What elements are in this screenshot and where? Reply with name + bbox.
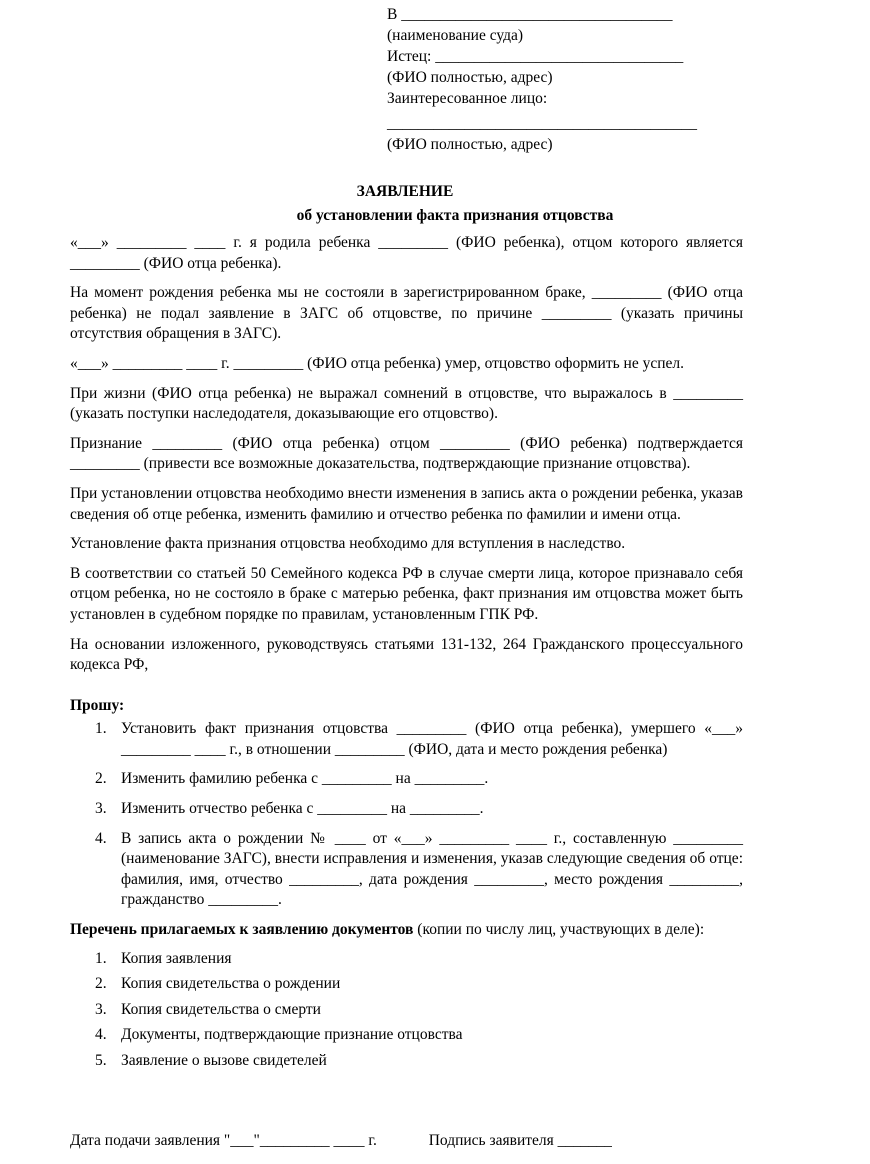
court-line: В ___________________________________ (387, 6, 673, 23)
documents-list (70, 949, 743, 1072)
signature-line (70, 1132, 750, 1150)
document-subtitle: об установлении факта признания отцовства (296, 207, 614, 224)
list-item: 3. Изменить отчество ребенка с _________ на _________. (95, 800, 484, 818)
list-item: 4. В запись акта о рождении № ____ от «___» _________ ____ г., составленную _________ (наименование ЗАГС), внести исправления и изменения, указав следующие сведения об отце: фамилия, имя, отчество _________, дата рождения _________, место рождения _________, гражданство _________. (95, 829, 743, 909)
document-title: ЗАЯВЛЕНИЕ (356, 183, 454, 200)
list-item: 1. Установить факт признания отцовства _________ (ФИО отца ребенка), умершего «___» _________ ____ г., в отношении _________ (ФИО, дата и место рождения ребенка) (95, 720, 743, 758)
interested-party-line: ________________________________________ (387, 115, 697, 132)
paragraph: «___» _________ ____ г. _________ (ФИО отца ребенка) умер, отцовство оформить не успел. (70, 354, 685, 372)
interested-party-label: Заинтересованное лицо: (387, 90, 548, 107)
court-caption: (наименование суда) (387, 27, 524, 44)
paragraph: На основании изложенного, руководствуясь статьями 131-132, 264 Гражданского процессуального кодекса РФ, (70, 635, 743, 674)
list-item: 2. Копия свидетельства о рождении (95, 975, 341, 993)
applicant-signature: Подпись заявителя _______ (428, 1132, 612, 1149)
document-body (70, 233, 743, 1078)
paragraph: На момент рождения ребенка мы не состояли в зарегистрированном браке, _________ (ФИО отца ребенка) не подал заявление в ЗАГС об отцовстве, по причине _________ (указать причины отсутствия обращения в ЗАГС). (70, 284, 743, 343)
plaintiff-line: Истец: ________________________________ (387, 48, 684, 65)
request-list (70, 719, 743, 911)
list-item: 1. Копия заявления (95, 949, 232, 967)
paragraph: Установление факта признания отцовства необходимо для вступления в наследство. (70, 535, 626, 553)
list-item: 3. Копия свидетельства о смерти (95, 1000, 321, 1018)
filing-date: Дата подачи заявления "___"_________ ____ г. (70, 1132, 377, 1149)
list-item: 4. Документы, подтверждающие признание отцовства (95, 1026, 463, 1044)
paragraph: Признание _________ (ФИО отца ребенка) отцом _________ (ФИО ребенка) подтверждается _________ (привести все возможные доказательства, подтверждающие признание отцовства). (70, 434, 743, 473)
list-item: 5. Заявление о вызове свидетелей (95, 1052, 327, 1069)
request-heading: Прошу: (70, 696, 125, 714)
paragraph: При установлении отцовства необходимо внести изменения в запись акта о рождении ребенка, указав сведения об отце ребенка, изменить фамилию и отчество ребенка по фамилии и имени отца. (70, 484, 743, 523)
interested-party-caption: (ФИО полностью, адрес) (387, 136, 553, 153)
list-item: 2. Изменить фамилию ребенка с _________ на _________. (95, 770, 489, 788)
plaintiff-caption: (ФИО полностью, адрес) (387, 69, 553, 86)
paragraph: В соответствии со статьей 50 Семейного кодекса РФ в случае смерти лица, которое признавало себя отцом ребенка, но не состояло в браке с матерью ребенка, факт признания им отцовства может быть установлен в судебном порядке по правилам, установленным ГПК РФ. (70, 564, 743, 623)
documents-heading: Перечень прилагаемых к заявлению документов (копии по числу лиц, участвующих в деле): (70, 921, 705, 939)
paragraph: «___» _________ ____ г. я родила ребенка _________ (ФИО ребенка), отцом которого является _________ (ФИО отца ребенка). (70, 234, 743, 272)
paragraph: При жизни (ФИО отца ребенка) не выражал сомнений в отцовстве, что выражалось в _________ (указать поступки наследодателя, доказывающие его отцовство). (70, 384, 743, 423)
header-block (387, 4, 717, 155)
